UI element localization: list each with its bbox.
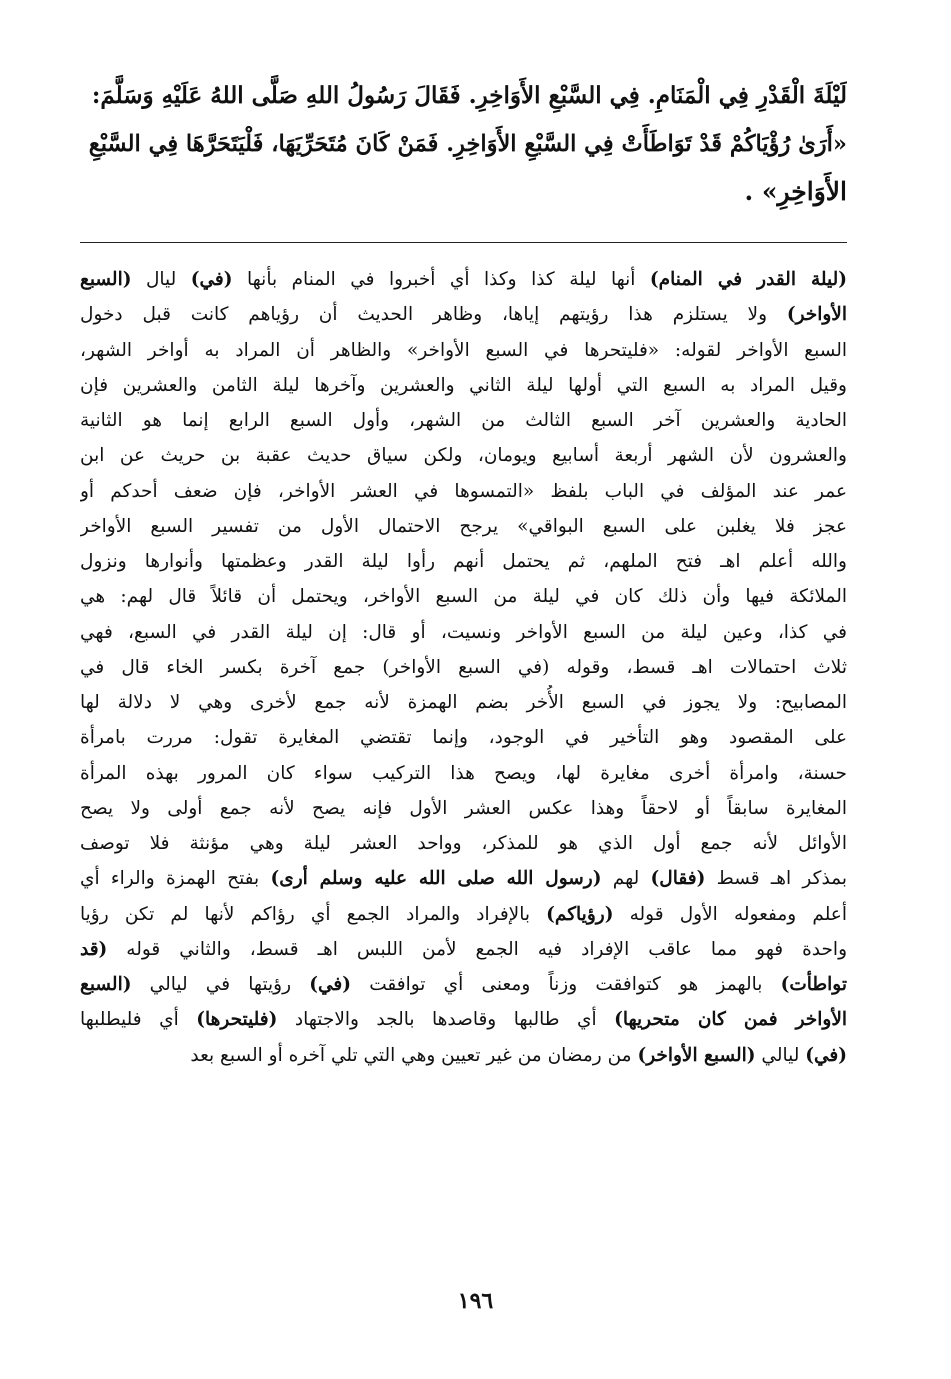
commentary-line: المغايرة سابقاً أو لاحقاً وهذا عكس العشر الأول فإنه يصح لأنه جمع أولى ولا يصح [80,797,847,819]
bold-phrase: (في) [309,974,352,995]
bold-phrase: (رؤياكم) [546,903,614,925]
commentary-line: عجز فلا يغلبن على السبع البواقي» يرجح الاحتمال الأول من تفسير السبع الأواخر [80,515,847,537]
bold-phrase: (فقال) [650,868,706,890]
bold-phrase: (فليتحرها) [196,1009,278,1031]
text-run: أي فليطلبها [80,1009,197,1031]
text-run: رؤيتها في ليالي [131,974,310,995]
commentary-line: في كذا، وعين ليلة من السبع الأواخر ونسيت، أو قال: إن ليلة القدر في السبع، فهي [80,621,847,643]
commentary-line: حسنة، وامرأة أخرى مغايرة لها، ويصح هذا التركيب سواء كان المرور بهذه المرأة [80,762,847,784]
commentary-line [80,1002,847,1037]
commentary-text [80,262,847,1073]
text-run: أعلم ومفعوله الأول قوله [613,903,847,925]
commentary-line [80,897,847,932]
hadith-line: الأَوَاخِرِ» . [744,177,847,206]
text-run: أي طالبها وقاصدها بالجد والاجتهاد [277,1009,615,1031]
text-run: بفتح الهمزة والراء أي [80,868,271,890]
bold-phrase: (رسول الله صلى الله عليه وسلم أرى) [270,868,602,890]
commentary-line: ثلاث احتمالات اهـ قسط، وقوله (في السبع الأواخر) جمع آخرة بكسر الخاء قال في [80,656,847,678]
text-run: من رمضان من غير تعيين وهي التي تلي آخره أو السبع بعد [190,1044,638,1066]
text-run: بالإفراد والمراد الجمع أي رؤاكم لأنها لم تكن رؤيا [80,903,547,925]
text-run: لهم [601,868,651,890]
commentary-line: الحادية والعشرين آخر السبع الثالث من الشهر، وأول السبع الرابع إنما هو الثانية [80,410,847,431]
bold-phrase: تواطأت) [780,974,847,995]
bold-phrase: (ليلة القدر في المنام) [649,269,847,290]
text-run: بالهمز هو كتوافقت وزناً ومعنى أي توافقت [351,974,781,995]
separator-rule [80,242,847,243]
text-run: بمذكر اهـ قسط [705,868,847,890]
page-number: ١٩٦ [457,1288,494,1314]
commentary-line: السبع الأواخر لقوله: «فليتحرها في السبع الأواخر» والظاهر أن المراد به أواخر الشهر، [80,339,847,361]
commentary-line: الأوائل لأنه جمع أول الذي هو للمذكر، وواحد العشر ليلة وهي مؤنثة فلا توصف [80,833,847,854]
commentary-line: وقيل المراد به السبع التي أولها ليلة الثاني والعشرين وآخرها ليلة الثامن والعشرين فإن [80,374,847,396]
bold-phrase: (في) [190,269,233,290]
text-run: ولا يستلزم هذا رؤيتهم إياها، وظاهر الحديث أن رؤياهم كانت قبل دخول [80,304,787,326]
hadith-text [80,72,847,216]
commentary-line: والعشرون لأن الشهر أربعة أسابيع ويومان، ولكن سياق حديث عقبة بن حريث عن ابن [80,445,847,467]
bold-phrase: الأواخر) [786,304,847,326]
bold-phrase: (في) [805,1044,847,1066]
text-run: ليال [131,269,191,290]
bold-phrase: (السبع الأواخر) [637,1044,756,1066]
hadith-line: «أَرَىٰ رُؤْيَاكُمْ قَدْ تَوَاطَأَتْ فِي السَّبْعِ الأَوَاخِرِ. فَمَنْ كَانَ مُتَحَرِّيَهَا، فَلْيَتَحَرَّهَا فِي السَّبْعِ [88,131,847,157]
bold-phrase: (السبع [80,974,132,995]
commentary-line: عمر عند المؤلف في الباب بلفظ «التمسوها في العشر الأواخر، فإن ضعف أحدكم أو [80,480,847,502]
text-run: واحدة فهو مما عاقب الإفراد فيه الجمع لأمن اللبس اهـ قسط، والثاني قوله [107,938,847,960]
bold-phrase: (السبع [80,269,132,290]
commentary-line [80,932,847,967]
commentary-line [80,861,847,896]
hadith-line: لَيْلَةَ الْقَدْرِ فِي الْمَنَامِ. فِي السَّبْعِ الأَوَاخِرِ. فَقَالَ رَسُولُ اللهِ صَلَّى اللهُ عَلَيْهِ وَسَلَّمَ: [91,82,847,109]
commentary-line [80,297,847,332]
text-run: ليالي [755,1044,806,1066]
commentary-line [80,1038,847,1073]
commentary-line: على المقصود وهو التأخير في الوجود، وإنما تقتضي المغايرة تقول: مررت بامرأة [80,727,847,749]
bold-phrase: (قد [80,938,108,960]
commentary-line: الملائكة فيها وأن ذلك كان في ليلة من السبع الأواخر، ويحتمل أن قائلاً قال لهم: هي [80,586,847,608]
commentary-line [80,967,847,1002]
commentary-line: المصابيح: ولا يجوز في السبع الأُخر بضم الهمزة لأنه جمع لأخرى وهي لا دلالة لها [80,692,847,713]
commentary-line: والله أعلم اهـ فتح الملهم، ثم يحتمل أنهم رأوا ليلة القدر وعظمتها وأنوارها ونزول [80,551,847,572]
text-run: أنها ليلة كذا وكذا أي أخبروا في المنام بأنها [232,269,650,290]
bold-phrase: الأواخر فمن كان متحريها) [614,1009,847,1031]
commentary-line [80,262,847,297]
